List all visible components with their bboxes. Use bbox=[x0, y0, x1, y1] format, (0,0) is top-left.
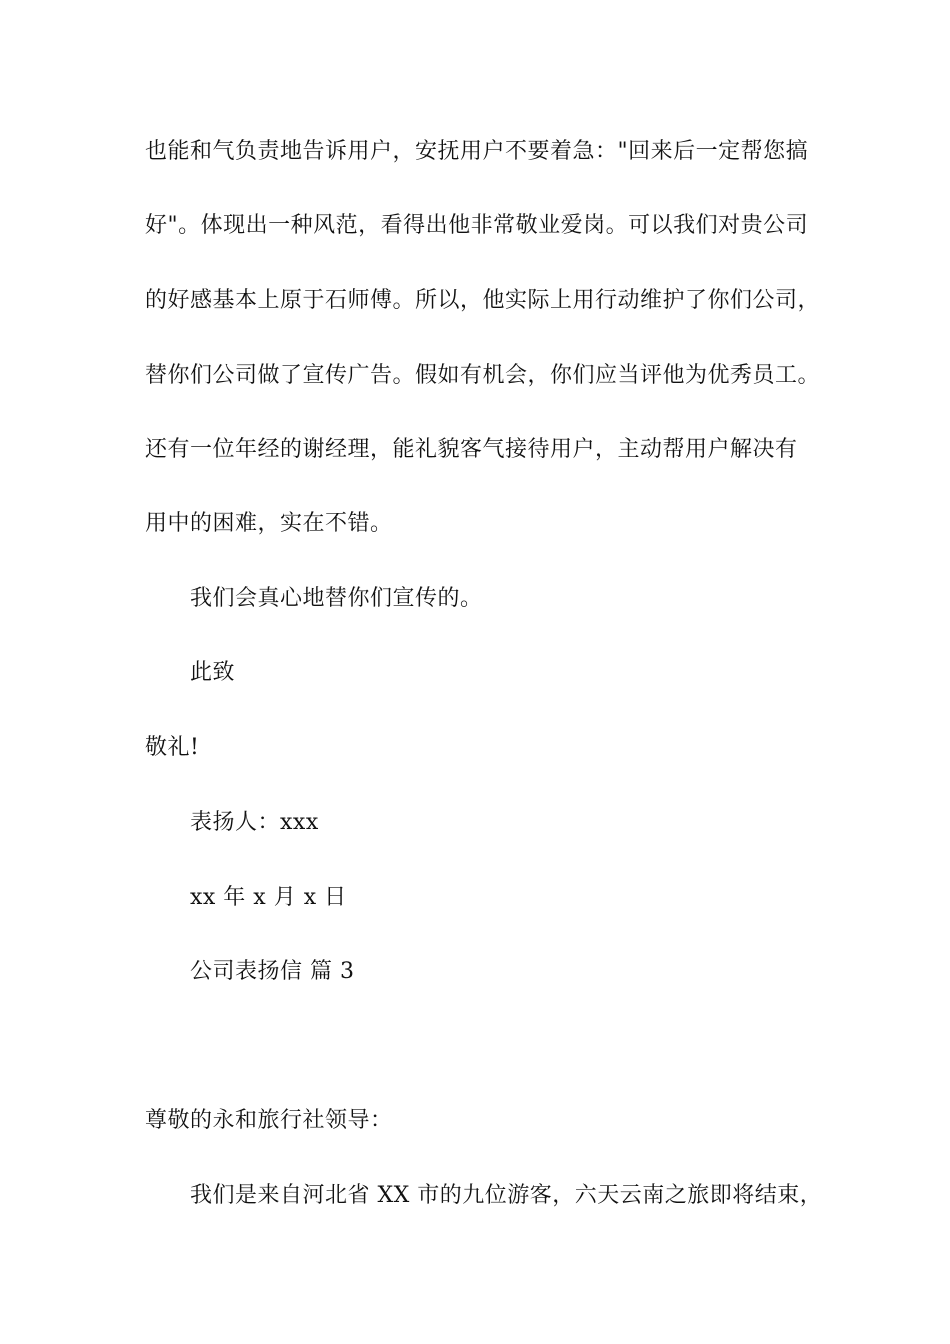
salutation-ci-zhi: 此致 bbox=[190, 660, 236, 685]
closing-sentence: 我们会真心地替你们宣传的。 bbox=[190, 586, 483, 611]
paragraph-line: 我们是来自河北省 XX 市的九位游客，六天云南之旅即将结束， bbox=[190, 1183, 823, 1208]
paragraph-line: 替你们公司做了宣传广告。假如有机会，你们应当评他为优秀员工。 bbox=[145, 363, 821, 388]
date: xx 年 x 月 x 日 bbox=[190, 885, 347, 910]
paragraph-line: 好"。体现出一种风范，看得出他非常敬业爱岗。可以我们对贵公司 bbox=[145, 213, 809, 238]
section-heading: 公司表扬信 篇 3 bbox=[190, 959, 355, 984]
paragraph-line: 的好感基本上原于石师傅。所以，他实际上用行动维护了你们公司， bbox=[145, 288, 821, 313]
paragraph-line: 用中的困难，实在不错。 bbox=[145, 511, 393, 536]
signer: 表扬人：xxx bbox=[190, 810, 319, 835]
salutation-jing-li: 敬礼! bbox=[145, 735, 200, 760]
letter-greeting: 尊敬的永和旅行社领导： bbox=[145, 1108, 393, 1133]
paragraph-line: 还有一位年经的谢经理，能礼貌客气接待用户，主动帮用户解决有 bbox=[145, 437, 798, 462]
paragraph-line: 也能和气负责地告诉用户，安抚用户不要着急："回来后一定帮您搞 bbox=[145, 139, 809, 164]
